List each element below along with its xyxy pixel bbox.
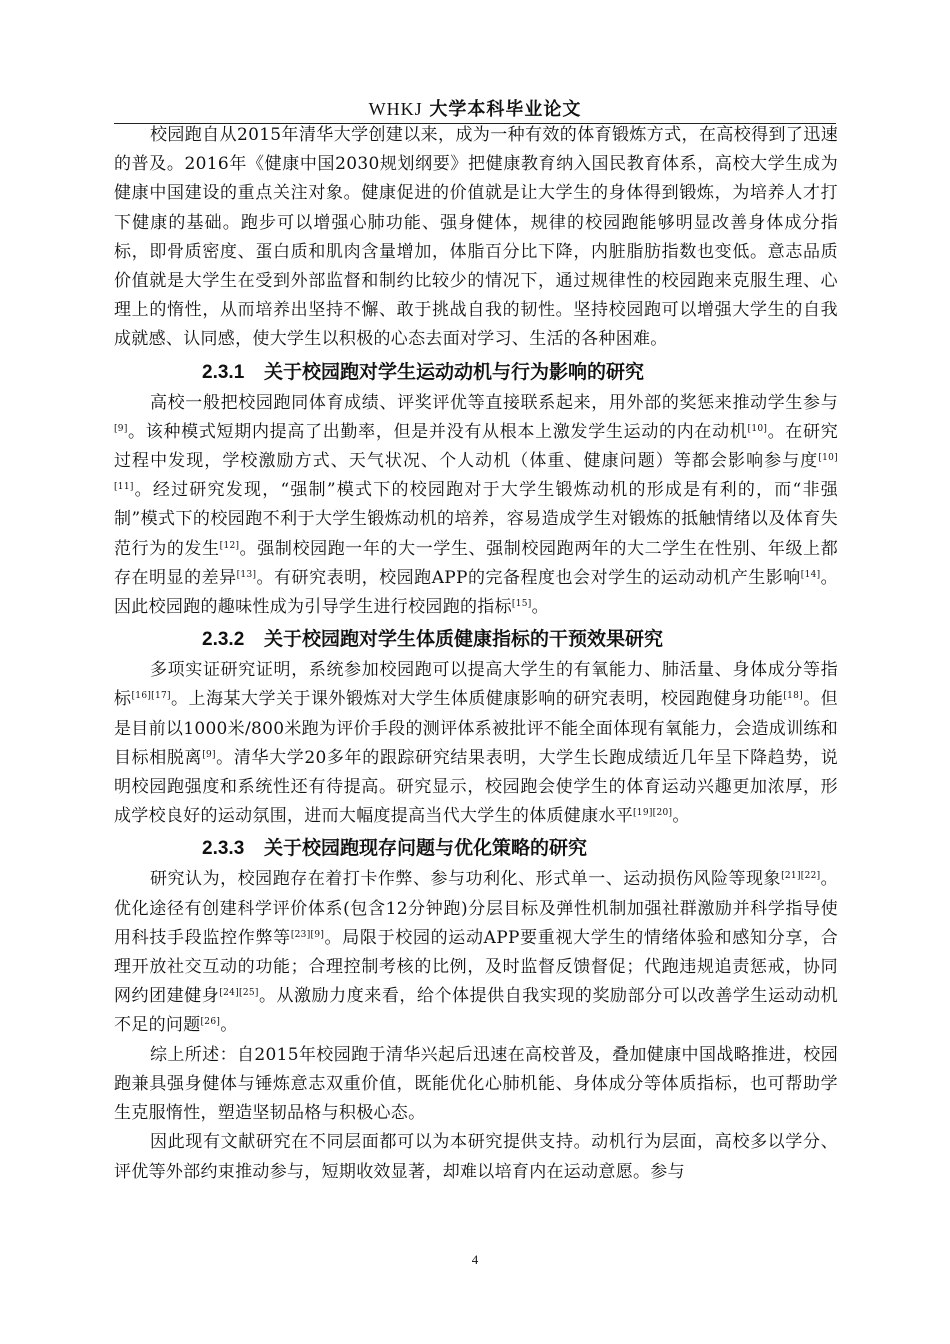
paragraph-campus-run-value: 校园跑自从2015年清华大学创建以来，成为一种有效的体育锻炼方式，在高校得到了迅速的普及。2016年《健康中国2030规划纲要》把健康教育纳入国民教育体系，高校大学生成为健康中国建设的重点关注对象。健康促进的价值就是让大学生的身体得到锻炼，为培养人才打下健康的基础。跑步可以增强心肺功能、强身健体，规律的校园跑能够明显改善身体成分指标，即骨质密度、蛋白质和肌肉含量增加，体脂百分比下降，内脏脂肪指数也变低。意志品质价值就是大学生在受到外部监督和制约比较少的情况下，通过规律性的校园跑来克服生理、心理上的惰性，从而培养出坚持不懈、敢于挑战自我的韧性。坚持校园跑可以增强大学生的自我成就感、认同感，使大学生以积极的心态去面对学习、生活的各种困难。 (114, 125, 838, 350)
citation[interactable]: [12] (219, 540, 240, 551)
paragraph-summary: 综上所述：自2015年校园跑于清华兴起后迅速在高校普及，叠加健康中国战略推进，校园跑兼具强身健体与锤炼意志双重价值，既能优化心肺机能、身体成分等体质指标，也可帮助学生克服惰性，塑造坚韧品格与积极心态。 (114, 1044, 838, 1124)
citation[interactable]: [10][11] (114, 453, 838, 493)
section-title: 关于校园跑现存问题与优化策略的研究 (264, 837, 588, 860)
citation[interactable]: [16][17] (131, 691, 171, 702)
citation[interactable]: [26] (200, 1017, 221, 1028)
paragraph-motivation: 高校一般把校园跑同体育成绩、评奖评优等直接联系起来，用外部的奖惩来推动学生参与[9]。该种模式短期内提高了出勤率，但是并没有从根本上激发学生运动的内在动机[10]。在研究过程中发现，学校激励方式、天气状况、个人动机（体重、健康问题）等都会影响参与度[10][11]。经过研究发现，“强制”模式下的校园跑对于大学生锻炼动机的形成是有利的，而“非强制”模式下的校园跑不利于大学生锻炼动机的培养，容易造成学生对锻炼的抵触情绪以及体育失范行为的发生[12]。强制校园跑一年的大一学生、强制校园跑两年的大二学生在性别、年级上都存在明显的差异[13]。有研究表明，校园跑APP的完备程度也会对学生的运动动机产生影响[14]。因此校园跑的趣味性成为引导学生进行校园跑的指标[15]。 (114, 392, 838, 618)
paragraph-health-indicators: 多项实证研究证明，系统参加校园跑可以提高大学生的有氧能力、肺活量、身体成分等指标[16][17]。上海某大学关于课外锻炼对大学生体质健康影响的研究表明，校园跑健身功能[18]。但是目前以1000米/800米跑为评价手段的测评体系被批评不能全面体现有氧能力，会造成训练和目标相脱离[9]。清华大学20多年的跟踪研究结果表明，大学生长跑成绩近几年呈下降趋势，说明校园跑强度和系统性还有待提高。研究显示，校园跑会使学生的体育运动兴趣更加浓厚，形成学校良好的运动氛围，进而大幅度提高当代大学生的体质健康水平[19][20]。 (114, 660, 839, 827)
section-number: 2.3.1 (202, 361, 245, 383)
body-text (114, 121, 838, 1187)
header-title-zh: 大学本科毕业论文 (429, 99, 582, 120)
citation[interactable]: [9] (202, 749, 216, 760)
section-title: 关于校园跑对学生体质健康指标的干预效果研究 (264, 628, 664, 651)
citation[interactable]: [21][22] (781, 871, 821, 882)
citation[interactable]: [14] (800, 569, 821, 580)
running-header (114, 96, 836, 123)
section-heading-2-3-1 (114, 355, 838, 389)
section-number: 2.3.2 (202, 629, 245, 651)
page-number: 4 (471, 1252, 479, 1267)
section-number: 2.3.3 (202, 838, 245, 860)
section-heading-2-3-3 (114, 831, 838, 865)
citation[interactable]: [9] (114, 423, 128, 434)
citation[interactable]: [24][25] (219, 988, 259, 999)
paragraph-literature-support: 因此现有文献研究在不同层面都可以为本研究提供支持。动机行为层面，高校多以学分、评优等外部约束推动参与，短期收效显著，却难以培育内在运动意愿。参与 (114, 1132, 838, 1182)
paragraph-problems-strategies: 研究认为，校园跑存在着打卡作弊、参与功利化、形式单一、运动损伤风险等现象[21][22]。优化途径有创建科学评价体系(包含12分钟跑)分层目标及弹性机制加强社群激励并科学指导使用科技手段监控作弊等[23][9]。局限于校园的运动APP要重视大学生的情绪体验和感知分享，合理开放社交互动的功能；合理控制考核的比例，及时监督反馈督促；代跑违规追责惩戒，协同网约团建健身[24][25]。从激励力度来看，给个体提供自我实现的奖励部分可以改善学生运动动机不足的问题[26]。 (114, 869, 839, 1036)
citation[interactable]: [13] (236, 569, 257, 580)
citation[interactable]: [23][9] (290, 929, 325, 940)
citation[interactable]: [18] (783, 691, 803, 702)
section-heading-2-3-2 (114, 622, 838, 656)
citation[interactable]: [10] (747, 423, 768, 434)
citation[interactable]: [15] (511, 599, 532, 610)
citation[interactable]: [19][20] (633, 808, 673, 819)
header-title-en: WHKJ (368, 99, 423, 119)
section-title: 关于校园跑对学生运动动机与行为影响的研究 (264, 360, 645, 383)
